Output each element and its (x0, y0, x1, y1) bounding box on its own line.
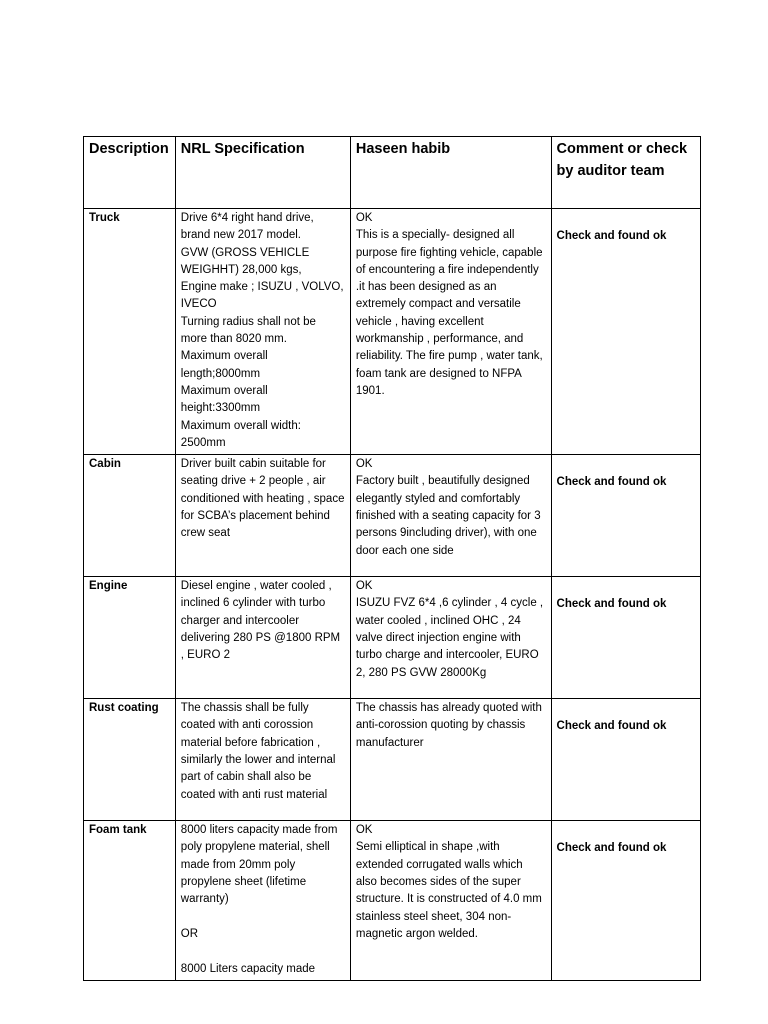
row-nrl-specification: The chassis shall be fully coated with anti corossion material before fabrication , similarly the lower and internal part of cabin shall also be coated with anti rust material (175, 699, 350, 821)
header-description: Description (84, 137, 176, 209)
row-comment: Check and found ok (551, 209, 700, 455)
row-nrl-specification: Drive 6*4 right hand drive, brand new 2017 model. GVW (GROSS VEHICLE WEIGHHT) 28,000 kgs, Engine make ; ISUZU , VOLVO, IVECO Turning radius shall not be more than 8020 mm. Maximum overall length;8000mm Maximum overall height:3300mm Maximum overall width: 2500mm (175, 209, 350, 455)
row-nrl-specification: 8000 liters capacity made from poly propylene material, shell made from 20mm poly propylene sheet (lifetime warranty) OR 8000 Liters capacity made (175, 821, 350, 981)
row-comment: Check and found ok (551, 455, 700, 577)
row-description: Rust coating (84, 699, 176, 821)
row-comment: Check and found ok (551, 577, 700, 699)
row-description: Truck (84, 209, 176, 455)
row-haseen-habib: OK This is a specially- designed all purpose fire fighting vehicle, capable of encountering a fire independently .it has been designed as an extremely compact and versatile vehicle , having excellent workmanship , performance, and reliability. The fire pump , water tank, foam tank are designed to NFPA 1901. (350, 209, 551, 455)
row-haseen-habib: OK ISUZU FVZ 6*4 ,6 cylinder , 4 cycle , water cooled , inclined OHC , 24 valve direct injection engine with turbo charge and intercooler, EURO 2, 280 PS GVW 28000Kg (350, 577, 551, 699)
row-comment: Check and found ok (551, 699, 700, 821)
header-comment: Comment or check by auditor team (551, 137, 700, 209)
header-nrl-specification: NRL Specification (175, 137, 350, 209)
table-header-row (84, 137, 701, 209)
table-row (84, 577, 701, 699)
row-haseen-habib: OK Factory built , beautifully designed elegantly styled and comfortably finished with a seating capacity for 3 persons 9including driver), with one door each one side (350, 455, 551, 577)
row-haseen-habib: The chassis has already quoted with anti-corossion quoting by chassis manufacturer (350, 699, 551, 821)
row-description: Foam tank (84, 821, 176, 981)
table-row (84, 209, 701, 455)
row-comment: Check and found ok (551, 821, 700, 981)
audit-table (83, 136, 701, 981)
table-row (84, 699, 701, 821)
table-row (84, 455, 701, 577)
row-nrl-specification: Diesel engine , water cooled , inclined 6 cylinder with turbo charger and intercooler delivering 280 PS @1800 RPM , EURO 2 (175, 577, 350, 699)
row-description: Cabin (84, 455, 176, 577)
header-haseen-habib: Haseen habib (350, 137, 551, 209)
table-row (84, 821, 701, 981)
row-description: Engine (84, 577, 176, 699)
row-haseen-habib: OK Semi elliptical in shape ,with extended corrugated walls which also becomes sides of the super structure. It is constructed of 4.0 mm stainless steel sheet, 304 non-magnetic argon welded. (350, 821, 551, 981)
row-nrl-specification: Driver built cabin suitable for seating drive + 2 people , air conditioned with heating , space for SCBA’s placement behind crew seat (175, 455, 350, 577)
